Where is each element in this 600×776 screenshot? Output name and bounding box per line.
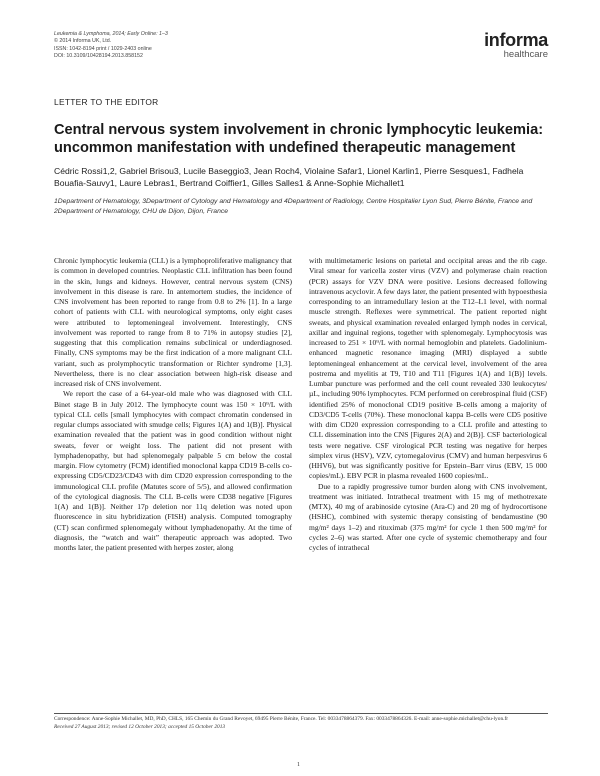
doi-line: DOI: 10.3109/10428194.2013.858152 — [54, 52, 143, 59]
received-dates: Received 27 August 2013; revised 12 October 2013; accepted 15 October 2013 — [54, 723, 226, 730]
footer-rule — [54, 713, 548, 714]
article-title: Central nervous system involvement in chronic lymphocytic leukemia: uncommon manifestation with undefined therapeutic management — [54, 122, 544, 156]
body-paragraph: Chronic lymphocytic leukemia (CLL) is a lymphoproliferative malignancy that is common in developed countries. Neoplastic CLL infiltration has been found in the skin, lungs and kidneys. However, central nervous system (CNS) involvement in this disease is rare. In antemortem studies, the incidence of CNS involvement has been reported to range from 0.8 to 2% [1]. In a large cohort of patients with CLL with neurological symptoms, only eight cases were attributed to leptomeningeal involvement. Interestingly, CNS involvement was reported to range from 8 to 71% in autopsy studies [2], suggesting that this complication remains subclinical or underdiagnosed. Finally, CNS symptoms may be the first indication of a more malignant CLL variant, such as prolymphocytic transformation or Richter syndrome [1,3]. Nevertheless, there is no clear association between high-risk disease and increased risk of CNS involvement. — [54, 256, 292, 388]
issn-line: ISSN: 1042-8194 print / 1029-2403 online — [54, 45, 152, 52]
body-paragraph: Due to a rapidly progressive tumor burden along with CNS involvement, treatment was initiated. Intrathecal treatment with 15 mg of methotrexate (MTX), 40 mg of arabinoside cytosine (Ara-C) and 20 mg of hydrocortisone (HSHC), combined with systemic therapy consisting of bendamustine (90 mg/m² days 1–2) and rituximab (375 mg/m² for cycle 1 then 500 mg/m² for cycles 2–6) was started. After one cycle of systemic chemotherapy and four cycles of intrathecal — [309, 481, 547, 552]
article-type: LETTER TO THE EDITOR — [54, 97, 159, 107]
publisher-logo — [466, 30, 548, 60]
affiliations: 1Department of Hematology, 3Department of Cytology and Hematology and 4Department of Radiology, Centre Hospitalier Lyon Sud, Pierre Bénite, France and 2Department of Hematology, CHU de Dijon, Dijon, France — [54, 198, 533, 216]
author-list: Cédric Rossi1,2, Gabriel Brisou3, Lucile Baseggio3, Jean Roch4, Violaine Safar1, Lionel Karlin1, Pierre Sesques1, Fadhela Bouafia-Sauvy1, Laure Lebras1, Bertrand Coiffier1, Gilles Salles1 & Anne-Sophie Michallet1 — [54, 166, 524, 189]
logo-subtitle: healthcare — [503, 49, 548, 60]
body-paragraph: with multimetameric lesions on parietal and occipital areas and the rib cage. Viral smear for varicella zoster virus (VZV) and polymerase chain reaction (PCR) assays for VZV DNA were positive. Lesions decreased following intravenous acyclovir. A few days later, the patient presented with hypoesthesia corresponding to an intramedullary lesion at the T12–L1 level, with normal muscle strength. Reflexes were symmetrical. The patient reported night sweats, and physical examination revealed enlarged lymph nodes in cervical, axillar and inguinal regions, together with splenomegaly. Lymphocytosis was increased to 251 × 10⁹/L with normal hemoglobin and platelets. Gadolinium-enhanced magnetic resonance imaging (MRI) displayed a subtle leptomeningeal enhancement at the cervical level, involvement of the area postrema and myelitis at T9, T10 and T11 [Figures 1(A) and 1(B)] levels. Lumbar puncture was performed and the cell count revealed 330 leukocytes/µL, including 90% lymphocytes. FCM performed on cerebrospinal fluid (CSF) identified 25% of monoclonal CD19 positive B-cells among a majority of CD3/CD5 T-cells (70%). These monoclonal kappa B-cells were CD5 positive with dim CD20 expression corresponding to a CLL profile and attesting to CLL dissemination into the CNS [Figures 2(A) and 2(B)]. CSF bacteriological tests were negative. CSF virological PCR testing was negative for herpes simplex virus (HSV), VZV, cytomegalovirus (CMV) and human herpesvirus 6 (HHV6), but was significantly positive for Epstein–Barr virus (EBV, 15 000 copies/mL). EBV PCR in plasma revealed 1600 copies/mL. — [309, 256, 547, 481]
copyright-line: © 2014 Informa UK, Ltd. — [54, 38, 112, 45]
journal-name-line: Leukemia & Lymphoma, 2014; Early Online: 1–3 — [54, 31, 168, 37]
logo-brand: informa — [484, 30, 548, 50]
body-column-left — [54, 256, 292, 553]
journal-metadata — [54, 31, 314, 60]
page-number: 1 — [297, 762, 300, 768]
body-paragraph: We report the case of a 64-year-old male who was diagnosed with CLL Binet stage B in July 2012. The lymphocyte count was 150 × 10⁹/L with typical CLL cells [small lymphocytes with compact chromatin condensed in regular clumps associated with smudge cells; Figures 1(A) and 1(B)]. Physical examination revealed that the patient was in good condition without night sweats, fever or weight loss. The patient did not present with lymphadenopathy, but had splenomegaly palpable 5 cm below the costal margin. Flow cytometry (FCM) identified monoclonal kappa CD19 B-cells co-expressing CD5/CD23/CD43 with dim CD20 expression corresponding to the immunological CLL profile (Matutes score of 5/5), and allowed confirmation of the cytological diagnosis. The CLL B-cells were CD38 negative [Figures 1(A) and 1(B)]. Neither 17p deletion nor 11q deletion was noted upon fluorescence in situ hybridization (FISH) analysis. Computed tomography (CT) scan confirmed splenomegaly without lymphadenopathy. At the time of diagnosis, the “watch and wait” therapeutic approach was adopted. Two months later, the patient presented with herpes zoster, along — [54, 389, 292, 552]
body-column-right — [309, 256, 547, 553]
footer-notes — [54, 713, 548, 731]
correspondence-note: Correspondence: Anne-Sophie Michallet, MD, PhD, CHLS, 165 Chemin du Grand Revoyet, 69495 Pierre Bénite, France. Tel: 0033478864379. Fax: 0033478864326. E-mail: anne-sophie.michallet@chu-lyon.fr — [54, 716, 509, 722]
